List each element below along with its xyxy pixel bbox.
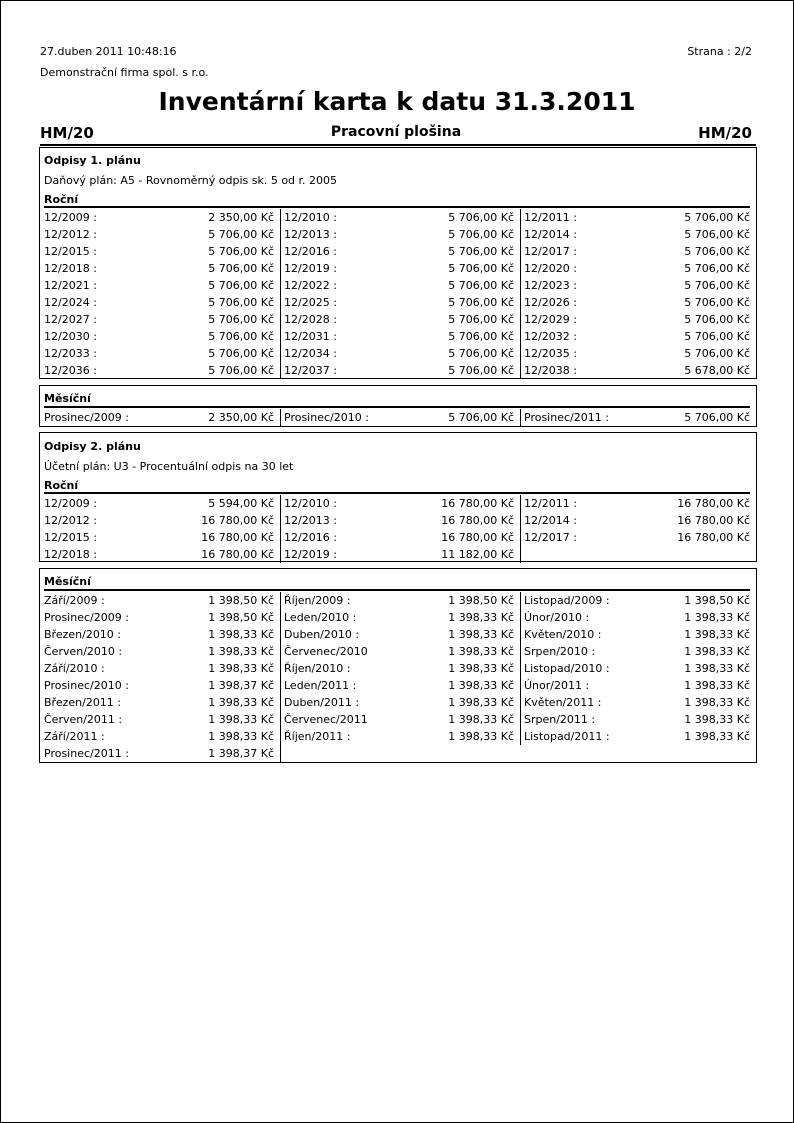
period-label: 12/2012 : <box>44 228 97 241</box>
period-label: Listopad/2011 : <box>524 730 610 743</box>
depreciation-amount: 1 398,50 Kč <box>448 594 514 607</box>
period-label: 12/2016 : <box>284 245 337 258</box>
depreciation-amount: 5 706,00 Kč <box>448 364 514 377</box>
period-label: Prosinec/2011 : <box>524 411 609 424</box>
period-label: 12/2011 : <box>524 497 577 510</box>
period-cell <box>40 345 281 362</box>
depreciation-amount: 5 706,00 Kč <box>684 313 750 326</box>
period-cell <box>280 626 521 643</box>
plan2-monthly-heading: Měsíční <box>44 575 91 588</box>
period-cell <box>520 362 756 379</box>
depreciation-amount: 5 706,00 Kč <box>448 411 514 424</box>
period-label: 12/2011 : <box>524 211 577 224</box>
asset-name: Pracovní plošina <box>330 124 462 140</box>
period-cell <box>520 226 757 243</box>
period-cell <box>40 546 281 563</box>
table-row <box>40 529 756 546</box>
depreciation-amount: 1 398,33 Kč <box>684 696 750 709</box>
period-cell <box>520 592 757 609</box>
depreciation-amount: 5 678,00 Kč <box>684 364 750 377</box>
period-label: 12/2025 : <box>284 296 337 309</box>
period-label: Květen/2010 : <box>524 628 602 641</box>
section-rule <box>44 589 750 591</box>
period-label: 12/2009 : <box>44 211 97 224</box>
period-cell <box>280 546 521 563</box>
depreciation-amount: 16 780,00 Kč <box>677 497 750 510</box>
period-label: 12/2023 : <box>524 279 577 292</box>
section-rule <box>44 206 750 208</box>
period-cell <box>520 609 757 626</box>
depreciation-amount: 5 706,00 Kč <box>448 262 514 275</box>
period-cell <box>280 728 521 745</box>
period-label: 12/2033 : <box>44 347 97 360</box>
depreciation-amount: 5 706,00 Kč <box>684 347 750 360</box>
depreciation-amount: 1 398,33 Kč <box>684 645 750 658</box>
depreciation-amount: 16 780,00 Kč <box>201 514 274 527</box>
depreciation-amount: 1 398,33 Kč <box>448 628 514 641</box>
plan1-monthly-heading: Měsíční <box>44 392 91 405</box>
period-cell <box>280 345 521 362</box>
plan1-annual-heading: Roční <box>44 193 79 206</box>
depreciation-amount: 1 398,33 Kč <box>684 679 750 692</box>
table-row <box>40 660 756 677</box>
period-label: 12/2017 : <box>524 531 577 544</box>
depreciation-amount: 1 398,33 Kč <box>684 611 750 624</box>
period-cell <box>40 745 281 762</box>
period-cell <box>40 409 281 426</box>
period-cell <box>280 294 521 311</box>
plan1-title: Odpisy 1. plánu <box>44 154 141 167</box>
period-cell <box>280 362 521 379</box>
company-name: Demonstrační firma spol. s r.o. <box>40 66 209 79</box>
section-rule <box>44 492 750 494</box>
period-cell <box>520 694 757 711</box>
asset-code-left: HM/20 <box>40 124 94 142</box>
depreciation-amount: 16 780,00 Kč <box>677 514 750 527</box>
depreciation-amount: 1 398,33 Kč <box>448 713 514 726</box>
depreciation-amount: 1 398,33 Kč <box>448 645 514 658</box>
plan1-annual-grid <box>40 209 756 379</box>
period-cell <box>280 694 521 711</box>
period-cell <box>280 660 521 677</box>
period-label: 12/2019 : <box>284 548 337 561</box>
period-cell <box>520 209 757 226</box>
depreciation-amount: 5 706,00 Kč <box>208 262 274 275</box>
depreciation-amount: 5 706,00 Kč <box>448 245 514 258</box>
table-row <box>40 209 756 226</box>
depreciation-amount: 5 706,00 Kč <box>208 364 274 377</box>
report-datetime: 27.duben 2011 10:48:16 <box>40 45 177 58</box>
plan2-annual-box <box>39 432 757 562</box>
period-cell <box>40 660 281 677</box>
depreciation-amount: 5 706,00 Kč <box>208 245 274 258</box>
depreciation-amount: 5 706,00 Kč <box>448 313 514 326</box>
table-row <box>40 592 756 609</box>
period-cell <box>520 328 757 345</box>
depreciation-amount: 5 706,00 Kč <box>208 313 274 326</box>
period-cell <box>520 711 757 728</box>
plan2-title: Odpisy 2. plánu <box>44 440 141 453</box>
period-cell <box>520 409 756 426</box>
depreciation-amount: 5 706,00 Kč <box>684 211 750 224</box>
depreciation-amount: 5 706,00 Kč <box>684 228 750 241</box>
plan1-monthly-box <box>39 385 757 427</box>
period-label: 12/2018 : <box>44 548 97 561</box>
period-label: Březen/2010 : <box>44 628 122 641</box>
period-cell <box>520 243 757 260</box>
table-row <box>40 294 756 311</box>
period-cell <box>280 311 521 328</box>
depreciation-amount: 5 706,00 Kč <box>684 262 750 275</box>
depreciation-amount: 1 398,33 Kč <box>684 662 750 675</box>
period-cell <box>280 711 521 728</box>
header-rule <box>40 144 756 146</box>
plan2-monthly-box <box>39 568 757 763</box>
depreciation-amount: 5 706,00 Kč <box>448 347 514 360</box>
depreciation-amount: 16 780,00 Kč <box>677 531 750 544</box>
period-label: Červenec/2010 <box>284 645 368 658</box>
table-row <box>40 277 756 294</box>
table-row <box>40 643 756 660</box>
period-label: 12/2026 : <box>524 296 577 309</box>
period-cell <box>520 643 757 660</box>
period-cell <box>520 728 757 745</box>
table-row <box>40 626 756 643</box>
depreciation-amount: 5 594,00 Kč <box>208 497 274 510</box>
depreciation-amount: 1 398,50 Kč <box>684 594 750 607</box>
period-label: Říjen/2009 : <box>284 594 351 607</box>
period-cell <box>280 609 521 626</box>
period-label: 12/2014 : <box>524 228 577 241</box>
period-cell <box>40 677 281 694</box>
period-label: Leden/2011 : <box>284 679 357 692</box>
table-row <box>40 745 756 762</box>
period-cell <box>280 529 521 546</box>
depreciation-amount: 1 398,33 Kč <box>448 696 514 709</box>
period-label: Únor/2011 : <box>524 679 590 692</box>
plan1-info: Daňový plán: A5 - Rovnoměrný odpis sk. 5 od r. 2005 <box>44 174 338 187</box>
table-row <box>40 328 756 345</box>
period-cell <box>280 277 521 294</box>
period-cell <box>280 643 521 660</box>
depreciation-amount: 1 398,33 Kč <box>684 713 750 726</box>
period-cell <box>40 294 281 311</box>
table-row <box>40 728 756 745</box>
depreciation-amount: 1 398,33 Kč <box>448 611 514 624</box>
period-label: 12/2019 : <box>284 262 337 275</box>
period-cell <box>520 677 757 694</box>
period-label: 12/2010 : <box>284 211 337 224</box>
period-cell <box>520 626 757 643</box>
period-label: Říjen/2010 : <box>284 662 351 675</box>
period-cell <box>40 694 281 711</box>
depreciation-amount: 5 706,00 Kč <box>684 411 750 424</box>
period-label: Červenec/2011 <box>284 713 368 726</box>
depreciation-amount: 1 398,33 Kč <box>448 662 514 675</box>
period-label: Září/2011 : <box>44 730 105 743</box>
depreciation-amount: 1 398,33 Kč <box>208 645 274 658</box>
depreciation-amount: 1 398,33 Kč <box>208 730 274 743</box>
table-row <box>40 711 756 728</box>
period-label: 12/2038 : <box>524 364 577 377</box>
period-label: 12/2031 : <box>284 330 337 343</box>
plan1-annual-box <box>39 147 757 379</box>
depreciation-amount: 16 780,00 Kč <box>441 497 514 510</box>
depreciation-amount: 1 398,37 Kč <box>208 679 274 692</box>
period-cell <box>40 260 281 277</box>
period-cell <box>280 512 521 529</box>
depreciation-amount: 1 398,33 Kč <box>448 730 514 743</box>
period-label: Červen/2010 : <box>44 645 123 658</box>
period-label: Září/2010 : <box>44 662 105 675</box>
period-cell <box>280 409 521 426</box>
period-label: 12/2030 : <box>44 330 97 343</box>
period-label: 12/2015 : <box>44 531 97 544</box>
period-label: Leden/2010 : <box>284 611 357 624</box>
period-label: 12/2022 : <box>284 279 337 292</box>
period-label: 12/2034 : <box>284 347 337 360</box>
period-label: Únor/2010 : <box>524 611 590 624</box>
table-row <box>40 609 756 626</box>
period-cell <box>40 495 281 512</box>
period-label: Prosinec/2010 : <box>284 411 369 424</box>
depreciation-amount: 2 350,00 Kč <box>208 411 274 424</box>
depreciation-amount: 1 398,50 Kč <box>208 611 274 624</box>
depreciation-amount: 5 706,00 Kč <box>684 279 750 292</box>
period-label: 12/2037 : <box>284 364 337 377</box>
period-label: 12/2036 : <box>44 364 97 377</box>
period-label: 12/2013 : <box>284 228 337 241</box>
plan2-monthly-grid <box>40 592 756 762</box>
depreciation-amount: 5 706,00 Kč <box>684 330 750 343</box>
period-label: Březen/2011 : <box>44 696 122 709</box>
asset-code-right: HM/20 <box>698 124 752 142</box>
depreciation-amount: 16 780,00 Kč <box>201 531 274 544</box>
period-label: 12/2027 : <box>44 313 97 326</box>
period-label: 12/2017 : <box>524 245 577 258</box>
period-label: Prosinec/2009 : <box>44 611 129 624</box>
period-cell <box>520 512 757 529</box>
period-cell <box>40 277 281 294</box>
period-label: Duben/2011 : <box>284 696 360 709</box>
depreciation-amount: 11 182,00 Kč <box>441 548 514 561</box>
depreciation-amount: 5 706,00 Kč <box>448 296 514 309</box>
depreciation-amount: 16 780,00 Kč <box>201 548 274 561</box>
period-cell <box>40 592 281 609</box>
depreciation-amount: 1 398,37 Kč <box>208 747 274 760</box>
period-cell <box>40 728 281 745</box>
plan2-info: Účetní plán: U3 - Procentuální odpis na 30 let <box>44 460 294 473</box>
period-cell <box>280 209 521 226</box>
table-row <box>40 243 756 260</box>
depreciation-amount: 5 706,00 Kč <box>684 245 750 258</box>
table-row <box>40 677 756 694</box>
period-label: 12/2035 : <box>524 347 577 360</box>
period-label: 12/2009 : <box>44 497 97 510</box>
period-cell <box>520 529 757 546</box>
period-label: Říjen/2011 : <box>284 730 351 743</box>
period-cell <box>40 711 281 728</box>
table-row <box>40 512 756 529</box>
period-cell <box>520 277 757 294</box>
plan2-annual-grid <box>40 495 756 563</box>
table-row <box>40 495 756 512</box>
depreciation-amount: 5 706,00 Kč <box>448 211 514 224</box>
depreciation-amount: 5 706,00 Kč <box>448 330 514 343</box>
period-label: 12/2028 : <box>284 313 337 326</box>
report-title: Inventární karta k datu 31.3.2011 <box>158 87 636 116</box>
period-label: Listopad/2010 : <box>524 662 610 675</box>
page-number: Strana : 2/2 <box>687 45 752 58</box>
depreciation-amount: 5 706,00 Kč <box>448 228 514 241</box>
period-cell <box>40 626 281 643</box>
period-label: 12/2015 : <box>44 245 97 258</box>
period-label: 12/2032 : <box>524 330 577 343</box>
period-cell <box>280 495 521 512</box>
period-cell <box>520 260 757 277</box>
section-rule <box>44 406 750 408</box>
period-cell <box>40 643 281 660</box>
table-row <box>40 546 756 563</box>
period-label: 12/2024 : <box>44 296 97 309</box>
period-cell <box>520 294 757 311</box>
period-cell <box>40 328 281 345</box>
period-cell <box>520 345 756 362</box>
period-cell <box>40 243 281 260</box>
depreciation-amount: 5 706,00 Kč <box>208 296 274 309</box>
period-label: Srpen/2010 : <box>524 645 596 658</box>
period-label: 12/2020 : <box>524 262 577 275</box>
period-label: 12/2013 : <box>284 514 337 527</box>
period-cell <box>40 209 281 226</box>
period-label: 12/2012 : <box>44 514 97 527</box>
period-label: 12/2014 : <box>524 514 577 527</box>
period-label: Září/2009 : <box>44 594 105 607</box>
depreciation-amount: 16 780,00 Kč <box>441 531 514 544</box>
period-label: Duben/2010 : <box>284 628 360 641</box>
period-cell <box>280 592 521 609</box>
period-cell <box>40 529 281 546</box>
plan1-monthly-grid <box>40 409 756 426</box>
period-label: Listopad/2009 : <box>524 594 610 607</box>
period-cell <box>40 609 281 626</box>
depreciation-amount: 1 398,33 Kč <box>208 696 274 709</box>
period-label: Prosinec/2011 : <box>44 747 129 760</box>
period-label: 12/2010 : <box>284 497 337 510</box>
period-label: Červen/2011 : <box>44 713 123 726</box>
depreciation-amount: 5 706,00 Kč <box>448 279 514 292</box>
depreciation-amount: 1 398,33 Kč <box>684 628 750 641</box>
period-cell <box>280 677 521 694</box>
depreciation-amount: 5 706,00 Kč <box>208 279 274 292</box>
depreciation-amount: 5 706,00 Kč <box>208 330 274 343</box>
period-cell <box>40 512 281 529</box>
period-label: 12/2018 : <box>44 262 97 275</box>
period-cell <box>280 243 521 260</box>
period-label: Srpen/2011 : <box>524 713 596 726</box>
table-row <box>40 345 756 362</box>
table-row <box>40 409 756 426</box>
period-cell <box>280 226 521 243</box>
period-label: 12/2029 : <box>524 313 577 326</box>
depreciation-amount: 1 398,50 Kč <box>208 594 274 607</box>
period-cell <box>520 660 757 677</box>
depreciation-amount: 1 398,33 Kč <box>208 628 274 641</box>
period-cell <box>40 362 281 379</box>
period-cell <box>40 226 281 243</box>
table-row <box>40 260 756 277</box>
depreciation-amount: 2 350,00 Kč <box>208 211 274 224</box>
period-cell <box>40 311 281 328</box>
depreciation-amount: 16 780,00 Kč <box>441 514 514 527</box>
period-cell <box>520 495 757 512</box>
period-label: 12/2021 : <box>44 279 97 292</box>
depreciation-amount: 1 398,33 Kč <box>448 679 514 692</box>
period-cell <box>280 260 521 277</box>
period-label: Květen/2011 : <box>524 696 602 709</box>
table-row <box>40 694 756 711</box>
table-row <box>40 226 756 243</box>
depreciation-amount: 5 706,00 Kč <box>208 347 274 360</box>
asset-header <box>40 124 752 144</box>
period-label: Prosinec/2009 : <box>44 411 129 424</box>
depreciation-amount: 5 706,00 Kč <box>208 228 274 241</box>
table-row <box>40 362 756 379</box>
depreciation-amount: 1 398,33 Kč <box>684 730 750 743</box>
period-cell <box>280 328 521 345</box>
table-row <box>40 311 756 328</box>
period-label: Prosinec/2010 : <box>44 679 129 692</box>
period-label: 12/2016 : <box>284 531 337 544</box>
plan2-annual-heading: Roční <box>44 479 79 492</box>
depreciation-amount: 1 398,33 Kč <box>208 662 274 675</box>
depreciation-amount: 1 398,33 Kč <box>208 713 274 726</box>
depreciation-amount: 5 706,00 Kč <box>684 296 750 309</box>
period-cell <box>520 311 757 328</box>
